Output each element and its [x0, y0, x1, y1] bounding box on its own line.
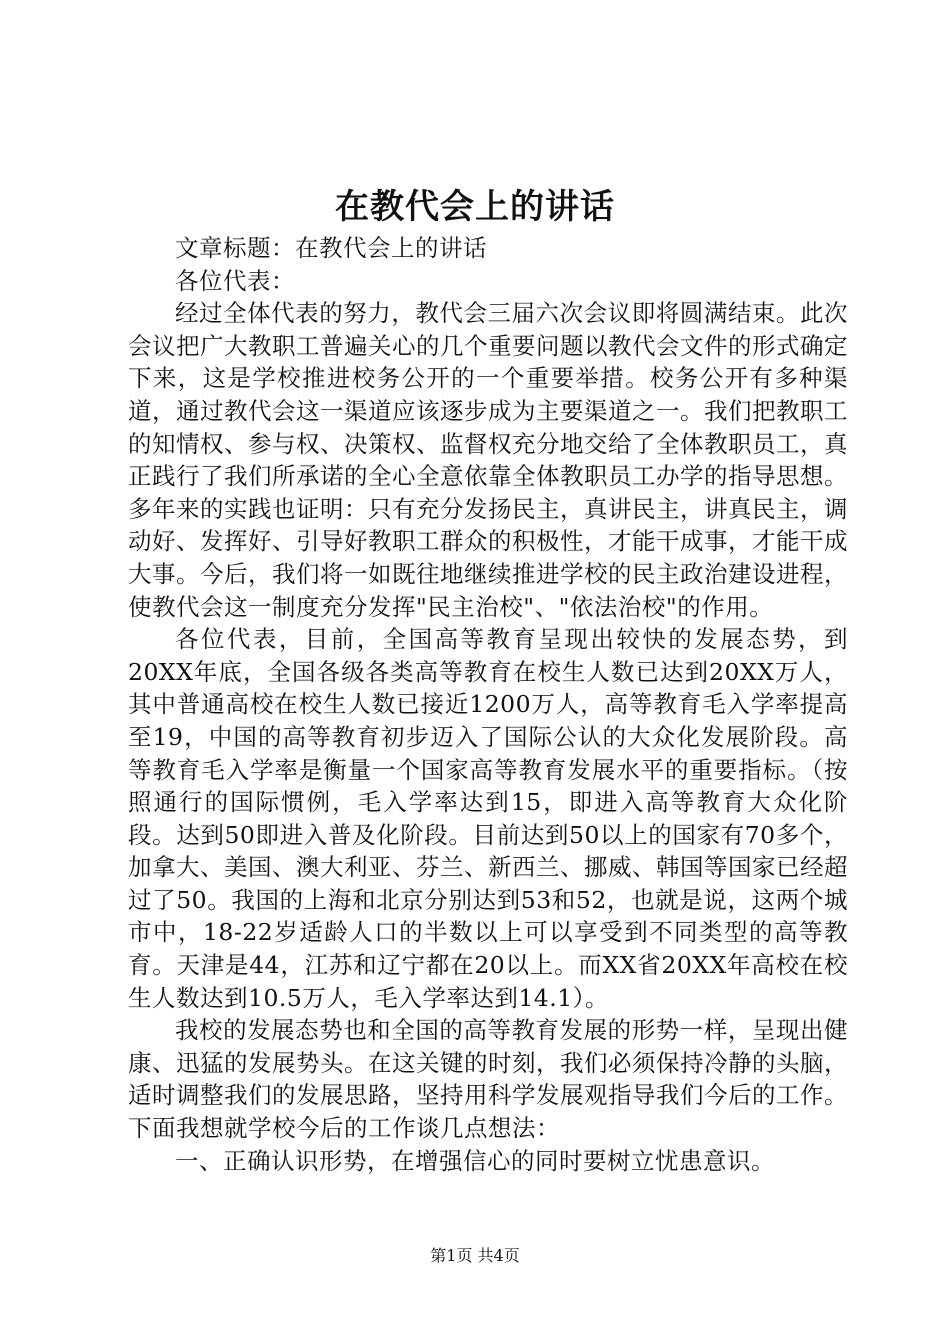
article-title-line: 文章标题：在教代会上的讲话: [175, 234, 487, 262]
salutation: 各位代表：: [175, 266, 295, 295]
document-title: 在教代会上的讲话: [335, 187, 615, 227]
paragraph: 经过全体代表的努力，教代会三届六次会议即将圆满结束。此次会议把广大教职工普遍关心的几个重要问题以教代会文件的形式确定下来，这是学校推进校务公开的一个重要举措。校务公开有多种渠道，通过教代会这一渠道应该逐步成为主要渠道之一。我们把教职工的知情权、参与权、决策权、监督权充分地交给了全体教职员工，真正践行了我们所承诺的全心全意依靠全体教职员工办学的指导思想。多年来的实践也证明：只有充分发扬民主，真讲民主，讲真民主，调动好、发挥好、引导好教职工群众的积极性，才能干成事，才能干成大事。今后，我们将一如既往地继续推进学校的民主政治建设进程，使教代会这一制度充分发挥"民主治校"、"依法治校"的作用。: [128, 299, 848, 621]
paragraph: 各位代表，目前，全国高等教育呈现出较快的发展态势，到20XX年底，全国各级各类高等教育在校生人数已达到20XX万人，其中普通高校在校生人数已接近1200万人，高等教育毛入学率提高至19，中国的高等教育初步迈入了国际公认的大众化发展阶段。高等教育毛入学率是衡量一个国家高等教育发展水平的重要指标。（按照通行的国际惯例，毛入学率达到15，即进入高等教育大众化阶段。达到50即进入普及化阶段。目前达到50以上的国家有70多个，加拿大、美国、澳大利亚、芬兰、新西兰、挪威、韩国等国家已经超过了50。我国的上海和北京分别达到53和52，也就是说，这两个城市中，18-22岁适龄人口的半数以上可以享受到不同类型的高等教育。天津是44，江苏和辽宁都在20以上。而XX省20XX年高校在校生人数达到10.5万人，毛入学率达到14.1）。: [128, 625, 848, 1012]
section-heading: 一、正确认识形势，在增强信心的同时要树立忧患意识。: [175, 1146, 775, 1175]
paragraph: 我校的发展态势也和全国的高等教育发展的形势一样，呈现出健康、迅猛的发展势头。在这关键的时刻，我们必须保持冷静的头脑，适时调整我们的发展思路，坚持用科学发展观指导我们今后的工作。下面我想就学校今后的工作谈几点想法：: [128, 1016, 848, 1143]
document-body: [128, 232, 848, 1177]
page-footer: 第1页 共4页: [430, 1246, 520, 1265]
